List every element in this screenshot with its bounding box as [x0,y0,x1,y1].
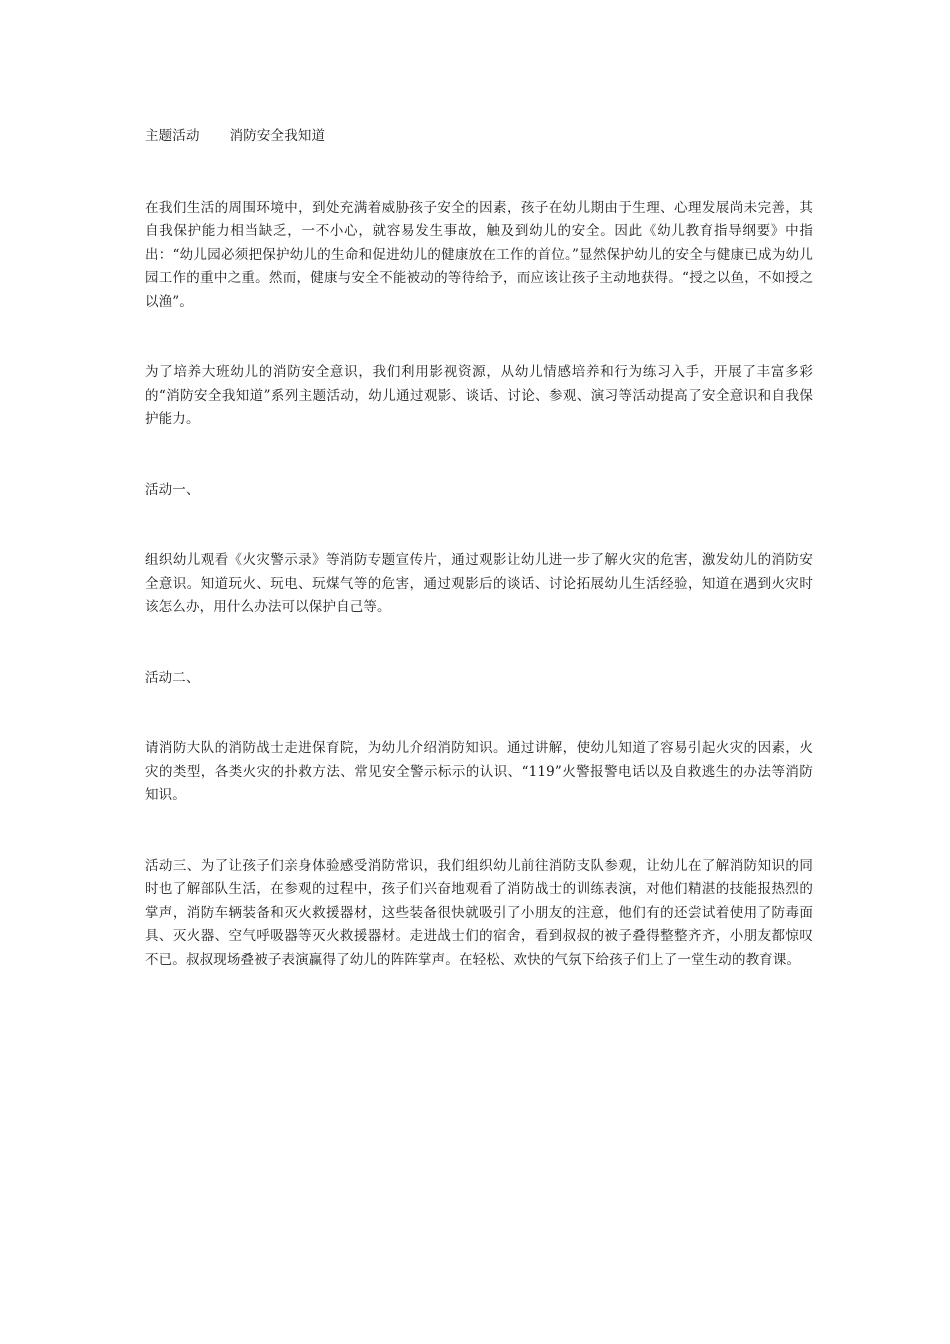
paragraph-activity-two: 请消防大队的消防战士走进保育院，为幼儿介绍消防知识。通过讲解，使幼儿知道了容易引起火灾的因素，火灾的类型，各类火灾的扑救方法、常见安全警示标示的认识、“119”火警报警电话以及自救逃生的办法等消防知识。 [145,740,813,803]
paragraph-activity-three: 活动三、为了让孩子们亲身体验感受消防常识，我们组织幼儿前往消防支队参观，让幼儿在了解消防知识的同时也了解部队生活，在参观的过程中，孩子们兴奋地观看了消防战士的训练表演，对他们精湛的技能报热烈的掌声，消防车辆装备和灭火救援器材，这些装备很快就吸引了小朋友的注意，他们有的还尝试着使用了防毒面具、灭火器、空气呼吸器等灭火救援器材。走进战士们的宿舍，看到叔叔的被子叠得整整齐齐，小朋友都惊叹不已。叔叔现场叠被子表演赢得了幼儿的阵阵掌声。在轻松、欢快的气氛下给孩子们上了一堂生动的教育课。 [145,857,813,968]
title-right: 消防安全我知道 [229,128,326,144]
paragraph-purpose: 为了培养大班幼儿的消防安全意识，我们利用影视资源，从幼儿情感培养和行为练习入手，开展了丰富多彩的“消防安全我知道”系列主题活动，幼儿通过观影、谈话、讨论、参观、演习等活动提高了安全意识和自我保护能力。 [145,364,813,427]
document-body [145,125,813,1019]
title-left: 主题活动 [145,128,200,144]
heading-activity-two: 活动二、 [145,669,200,686]
document-title [145,125,813,149]
paragraph-intro: 在我们生活的周围环境中，到处充满着威胁孩子安全的因素，孩子在幼儿期由于生理、心理发展尚未完善，其自我保护能力相当缺乏，一不小心，就容易发生事故，触及到幼儿的安全。因此《幼儿教育指导纲要》中指出：“幼儿园必须把保护幼儿的生命和促进幼儿的健康放在工作的首位。”显然保护幼儿的安全与健康已成为幼儿园工作的重中之重。然而，健康与安全不能被动的等待给予，而应该让孩子主动地获得。“授之以鱼，不如授之以渔”。 [145,199,813,310]
paragraph-activity-one: 组织幼儿观看《火灾警示录》等消防专题宣传片，通过观影让幼儿进一步了解火灾的危害，激发幼儿的消防安全意识。知道玩火、玩电、玩煤气等的危害，通过观影后的谈话、讨论拓展幼儿生活经验，知道在遇到火灾时该怎么办，用什么办法可以保护自己等。 [145,552,813,615]
heading-activity-one: 活动一、 [145,481,200,498]
